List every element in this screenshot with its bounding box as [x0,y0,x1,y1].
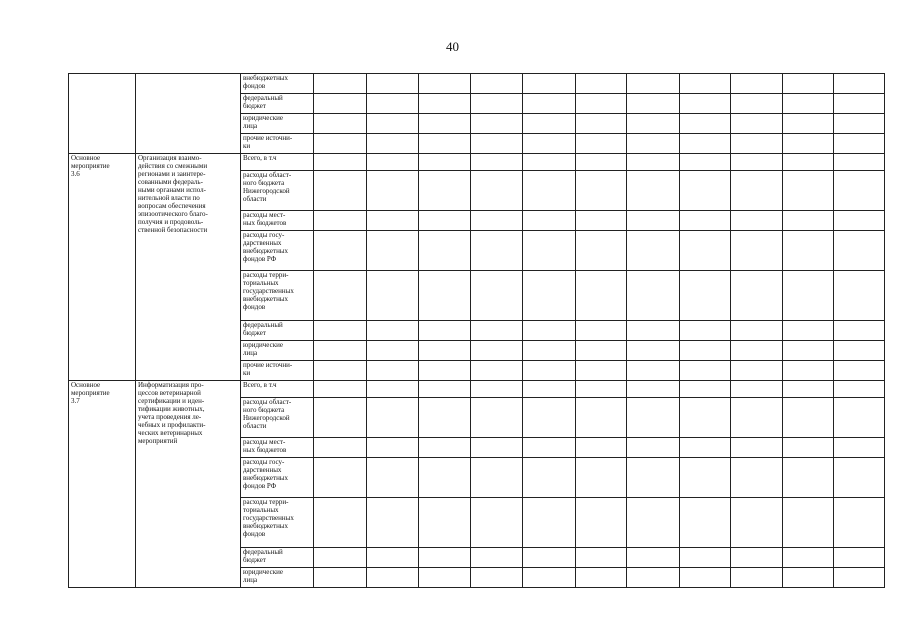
funding-source-label: федеральный бюджет [241,548,314,568]
value-cell [731,94,783,114]
value-cell [576,361,627,381]
value-cell [576,498,627,548]
value-cell [314,548,367,568]
value-cell [419,171,471,211]
value-cell [576,114,627,134]
value-cell [680,94,731,114]
value-cell [314,94,367,114]
value-cell [834,321,885,341]
value-cell [314,211,367,231]
value-cell [367,458,419,498]
funding-source-label: расходы област- ного бюджета Нижегородской области [241,171,314,211]
value-cell [834,438,885,458]
value-cell [680,361,731,381]
value-cell [523,381,576,398]
measure-name: Организация взаимо- действия со смежными регионами и заинтере- сованными федераль- ными органами испол- нительной власти по вопросам обеспечения эпизоотического благо- получия и продоволь- ственной безопасности [136,154,241,381]
value-cell [471,548,523,568]
value-cell [680,498,731,548]
value-cell [576,154,627,171]
value-cell [783,321,834,341]
value-cell [834,211,885,231]
value-cell [731,438,783,458]
value-cell [367,341,419,361]
value-cell [419,568,471,588]
value-cell [680,114,731,134]
value-cell [523,458,576,498]
value-cell [731,231,783,271]
value-cell [731,134,783,154]
value-cell [834,498,885,548]
value-cell [576,321,627,341]
value-cell [367,548,419,568]
value-cell [471,361,523,381]
value-cell [523,231,576,271]
value-cell [627,321,680,341]
value-cell [367,381,419,398]
funding-source-label: юридические лица [241,114,314,134]
value-cell [834,568,885,588]
funding-source-label: расходы терри- ториальных государственных внебюджетных фондов [241,498,314,548]
value-cell [680,211,731,231]
measure-name: Информатизация про- цессов ветеринарной сертификации и иден- тификации животных, учета проведения ле- чебных и профилакти- ческих ветеринарных мероприятий [136,381,241,588]
value-cell [783,438,834,458]
value-cell [314,114,367,134]
value-cell [783,398,834,438]
value-cell [471,74,523,94]
value-cell [783,498,834,548]
value-cell [314,271,367,321]
value-cell [783,74,834,94]
value-cell [314,154,367,171]
table-row [69,381,885,398]
value-cell [627,211,680,231]
value-cell [783,94,834,114]
value-cell [627,498,680,548]
value-cell [576,94,627,114]
value-cell [419,94,471,114]
value-cell [834,458,885,498]
value-cell [834,134,885,154]
value-cell [783,568,834,588]
value-cell [523,548,576,568]
value-cell [419,458,471,498]
value-cell [367,438,419,458]
page-number: 40 [446,39,459,54]
value-cell [834,94,885,114]
value-cell [314,74,367,94]
value-cell [627,341,680,361]
funding-source-label: расходы мест- ных бюджетов [241,438,314,458]
value-cell [419,271,471,321]
value-cell [471,154,523,171]
funding-source-label: Всего, в т.ч [241,381,314,398]
value-cell [314,568,367,588]
value-cell [314,171,367,211]
value-cell [576,458,627,498]
value-cell [783,271,834,321]
funding-source-label: расходы госу- дарственных внебюджетных фондов РФ [241,458,314,498]
value-cell [471,438,523,458]
value-cell [627,171,680,211]
value-cell [627,114,680,134]
value-cell [314,231,367,271]
value-cell [419,398,471,438]
value-cell [471,568,523,588]
funding-source-label: юридические лица [241,341,314,361]
value-cell [314,458,367,498]
value-cell [627,381,680,398]
value-cell [627,438,680,458]
value-cell [783,171,834,211]
value-cell [523,114,576,134]
value-cell [731,381,783,398]
value-cell [419,321,471,341]
value-cell [419,74,471,94]
value-cell [731,398,783,438]
value-cell [783,231,834,271]
value-cell [367,74,419,94]
value-cell [367,321,419,341]
value-cell [523,74,576,94]
value-cell [627,458,680,498]
value-cell [576,231,627,271]
measure-name-cell [136,74,241,154]
value-cell [680,171,731,211]
value-cell [523,341,576,361]
value-cell [834,231,885,271]
value-cell [576,134,627,154]
value-cell [834,171,885,211]
value-cell [367,134,419,154]
value-cell [627,548,680,568]
value-cell [834,154,885,171]
table-row [69,74,885,94]
value-cell [471,458,523,498]
value-cell [523,321,576,341]
value-cell [834,114,885,134]
measure-code: Основное мероприятие 3.7 [69,381,136,588]
value-cell [367,398,419,438]
value-cell [834,361,885,381]
value-cell [367,94,419,114]
value-cell [523,171,576,211]
funding-source-label: федеральный бюджет [241,321,314,341]
value-cell [523,134,576,154]
value-cell [783,154,834,171]
value-cell [783,548,834,568]
value-cell [419,498,471,548]
value-cell [627,94,680,114]
value-cell [471,498,523,548]
table-row [69,154,885,171]
value-cell [680,458,731,498]
value-cell [471,381,523,398]
value-cell [471,398,523,438]
value-cell [627,568,680,588]
value-cell [576,398,627,438]
value-cell [680,568,731,588]
value-cell [576,381,627,398]
budget-table-body [69,74,885,588]
value-cell [523,154,576,171]
value-cell [523,498,576,548]
measure-code: Основное мероприятие 3.6 [69,154,136,381]
value-cell [783,458,834,498]
value-cell [576,568,627,588]
value-cell [471,341,523,361]
value-cell [731,211,783,231]
value-cell [367,271,419,321]
value-cell [680,381,731,398]
value-cell [523,438,576,458]
value-cell [627,271,680,321]
value-cell [783,341,834,361]
value-cell [419,341,471,361]
value-cell [731,548,783,568]
value-cell [419,154,471,171]
value-cell [523,361,576,381]
value-cell [731,498,783,548]
funding-source-label: прочие источни- ки [241,361,314,381]
value-cell [834,381,885,398]
value-cell [783,114,834,134]
value-cell [314,498,367,548]
budget-table [68,73,885,588]
value-cell [523,568,576,588]
value-cell [419,438,471,458]
value-cell [523,271,576,321]
value-cell [680,134,731,154]
value-cell [576,548,627,568]
value-cell [419,381,471,398]
value-cell [471,171,523,211]
value-cell [731,341,783,361]
value-cell [680,321,731,341]
value-cell [783,361,834,381]
value-cell [783,211,834,231]
value-cell [731,171,783,211]
funding-source-label: юридические лица [241,568,314,588]
value-cell [731,271,783,321]
value-cell [523,398,576,438]
funding-source-label: расходы госу- дарственных внебюджетных фондов РФ [241,231,314,271]
value-cell [471,134,523,154]
value-cell [419,231,471,271]
value-cell [627,134,680,154]
value-cell [680,548,731,568]
funding-source-label: федеральный бюджет [241,94,314,114]
measure-code-cell [69,74,136,154]
value-cell [576,438,627,458]
value-cell [627,231,680,271]
value-cell [783,381,834,398]
value-cell [419,134,471,154]
value-cell [680,438,731,458]
value-cell [627,74,680,94]
value-cell [471,94,523,114]
value-cell [680,74,731,94]
value-cell [627,154,680,171]
value-cell [314,341,367,361]
value-cell [576,271,627,321]
value-cell [314,398,367,438]
value-cell [367,498,419,548]
value-cell [576,171,627,211]
value-cell [731,361,783,381]
value-cell [419,361,471,381]
funding-source-label: прочие источни- ки [241,134,314,154]
value-cell [680,271,731,321]
value-cell [314,321,367,341]
value-cell [731,568,783,588]
value-cell [576,74,627,94]
value-cell [314,361,367,381]
value-cell [471,114,523,134]
value-cell [314,134,367,154]
value-cell [367,231,419,271]
value-cell [471,271,523,321]
funding-source-label: внебюджетных фондов [241,74,314,94]
value-cell [419,211,471,231]
funding-source-label: расходы мест- ных бюджетов [241,211,314,231]
value-cell [367,361,419,381]
value-cell [783,134,834,154]
value-cell [523,211,576,231]
value-cell [367,568,419,588]
value-cell [834,341,885,361]
value-cell [471,211,523,231]
value-cell [731,114,783,134]
value-cell [367,171,419,211]
funding-source-label: Всего, в т.ч [241,154,314,171]
value-cell [367,211,419,231]
value-cell [367,114,419,134]
value-cell [419,114,471,134]
value-cell [834,74,885,94]
value-cell [834,271,885,321]
value-cell [731,321,783,341]
value-cell [576,341,627,361]
value-cell [680,398,731,438]
value-cell [731,458,783,498]
value-cell [731,74,783,94]
value-cell [834,548,885,568]
value-cell [314,381,367,398]
value-cell [680,231,731,271]
value-cell [680,154,731,171]
value-cell [314,438,367,458]
value-cell [419,548,471,568]
value-cell [627,398,680,438]
value-cell [471,321,523,341]
funding-source-label: расходы терри- ториальных государственных внебюджетных фондов [241,271,314,321]
value-cell [834,398,885,438]
funding-source-label: расходы област- ного бюджета Нижегородской области [241,398,314,438]
value-cell [523,94,576,114]
value-cell [627,361,680,381]
value-cell [680,341,731,361]
value-cell [471,231,523,271]
value-cell [576,211,627,231]
value-cell [731,154,783,171]
value-cell [367,154,419,171]
